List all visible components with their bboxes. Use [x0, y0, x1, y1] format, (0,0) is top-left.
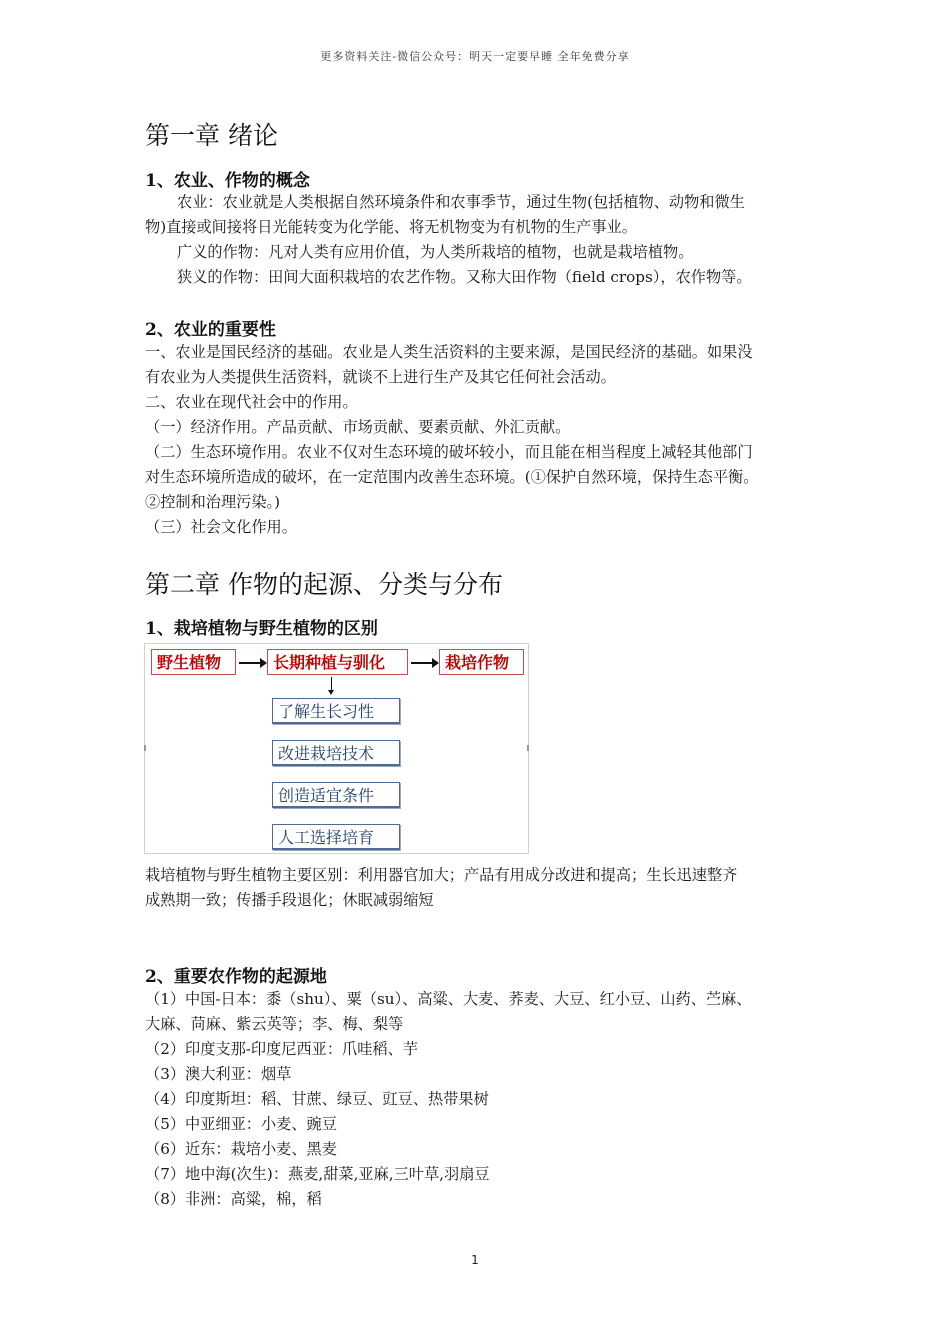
origin-item: 大麻、苘麻、紫云英等；李、梅、梨等 [145, 1015, 404, 1033]
agriculture-definition-line-2: 物)直接或间接将日光能转变为化学能、将无机物变为有机物的生产事业。 [145, 218, 637, 236]
origin-item: （1）中国-日本：黍（shu）、粟（su）、高粱、大麦、荞麦、大豆、红小豆、山药、苎麻、 [145, 990, 752, 1008]
diagram-step-3: 创造适宜条件 [272, 782, 400, 808]
difference-summary-line-2: 成熟期一致；传播手段退化；休眠减弱缩短 [145, 891, 434, 909]
chapter-2-title: 第二章 作物的起源、分类与分布 [145, 570, 503, 599]
chapter-1-title: 第一章 绪论 [145, 121, 278, 150]
cultivated-crop-box: 栽培作物 [439, 649, 524, 675]
long-cultivation-box: 长期种植与驯化 [267, 649, 408, 675]
importance-p1-line-1: 一、农业是国民经济的基础。农业是人类生活资料的主要来源，是国民经济的基础。如果没 [145, 343, 753, 361]
page-header: 更多资料关注-微信公众号：明天一定要早睡 全年免费分享 [320, 50, 630, 63]
origin-item: （4）印度斯坦：稻、甘蔗、绿豆、豇豆、热带果树 [145, 1090, 489, 1108]
section-2-2-title: 2、重要农作物的起源地 [145, 967, 327, 987]
arrow-right-2 [411, 662, 433, 664]
page-number: 1 [471, 1253, 479, 1267]
resize-handle-right [527, 745, 529, 751]
narrow-crop-definition: 狭义的作物：田间大面积栽培的农艺作物。又称大田作物（field crops），农作物等。 [177, 268, 752, 286]
origin-item: （5）中亚细亚：小麦、豌豆 [145, 1115, 337, 1133]
arrow-down [331, 677, 332, 691]
importance-p5: （三）社会文化作用。 [145, 518, 297, 536]
importance-p4-line-2: 对生态环境所造成的破坏，在一定范围内改善生态环境。(①保护自然环境，保持生态平衡。 [145, 468, 759, 486]
origin-item: （6）近东：栽培小麦、黑麦 [145, 1140, 337, 1158]
domestication-diagram [144, 643, 529, 854]
importance-p4-line-3: ②控制和治理污染。) [145, 493, 281, 511]
importance-p3: （一）经济作用。产品贡献、市场贡献、要素贡献、外汇贡献。 [145, 418, 571, 436]
resize-handle-left [144, 745, 146, 751]
section-2-1-title: 1、栽培植物与野生植物的区别 [145, 619, 378, 639]
broad-crop-definition: 广义的作物：凡对人类有应用价值，为人类所栽培的植物，也就是栽培植物。 [177, 243, 694, 261]
origin-item: （3）澳大利亚：烟草 [145, 1065, 292, 1083]
wild-plant-box: 野生植物 [151, 649, 236, 675]
importance-p4-line-1: （二）生态环境作用。农业不仅对生态环境的破坏较小，而且能在相当程度上减轻其他部门 [145, 443, 753, 461]
section-1-2-title: 2、农业的重要性 [145, 320, 276, 340]
diagram-step-1: 了解生长习性 [272, 698, 400, 724]
diagram-step-2: 改进栽培技术 [272, 740, 400, 766]
importance-p2: 二、农业在现代社会中的作用。 [145, 393, 358, 411]
agriculture-definition-line-1: 农业：农业就是人类根据自然环境条件和农事季节，通过生物(包括植物、动物和微生 [177, 193, 745, 211]
importance-p1-line-2: 有农业为人类提供生活资料，就谈不上进行生产及其它任何社会活动。 [145, 368, 616, 386]
arrow-right-1 [239, 662, 261, 664]
section-1-1-title: 1、农业、作物的概念 [145, 171, 310, 191]
origin-item: （8）非洲：高粱，棉，稻 [145, 1190, 322, 1208]
origin-item: （7）地中海(次生)：燕麦,甜菜,亚麻,三叶草,羽扇豆 [145, 1165, 490, 1183]
difference-summary-line-1: 栽培植物与野生植物主要区别：利用器官加大；产品有用成分改进和提高；生长迅速整齐 [145, 866, 738, 884]
origin-item: （2）印度支那-印度尼西亚：爪哇稻、芋 [145, 1040, 418, 1058]
diagram-step-4: 人工选择培育 [272, 824, 400, 850]
